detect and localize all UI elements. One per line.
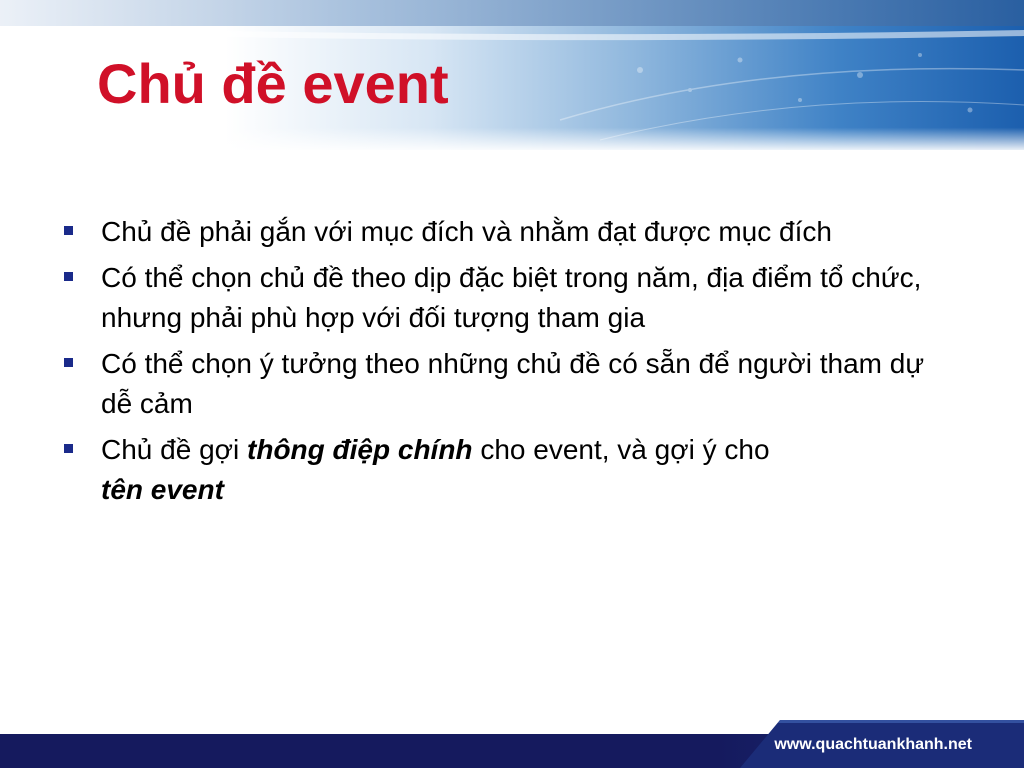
square-bullet-icon: [64, 226, 73, 235]
slide-title: Chủ đề event: [97, 52, 449, 115]
bullet-text-part: cho event, và gợi ý cho: [472, 434, 770, 465]
bullet-item: [60, 212, 960, 252]
footer-bar: [0, 720, 1024, 768]
bullet-text: Có thể chọn ý tưởng theo những chủ đề có sẵn để người tham dự dễ cảm: [101, 348, 925, 419]
bullet-text: Chủ đề phải gắn với mục đích và nhằm đạt được mục đích: [101, 216, 832, 247]
bullet-item: [60, 344, 960, 424]
bullet-item: [60, 430, 960, 510]
bullet-text: Có thể chọn chủ đề theo dịp đặc biệt trong năm, địa điểm tổ chức, nhưng phải phù hợp với đối tượng tham gia: [101, 262, 922, 333]
bullet-emphasis-main-message: thông điệp chính: [247, 434, 473, 465]
bullet-emphasis-event-name: tên event: [101, 474, 224, 505]
bullet-list: [60, 212, 960, 516]
square-bullet-icon: [64, 444, 73, 453]
footer-website-url[interactable]: www.quachtuankhanh.net: [774, 736, 972, 753]
bullet-item: [60, 258, 960, 338]
header-banner: [0, 0, 1024, 150]
square-bullet-icon: [64, 358, 73, 367]
square-bullet-icon: [64, 272, 73, 281]
bullet-text-part: Chủ đề gợi: [101, 434, 248, 465]
